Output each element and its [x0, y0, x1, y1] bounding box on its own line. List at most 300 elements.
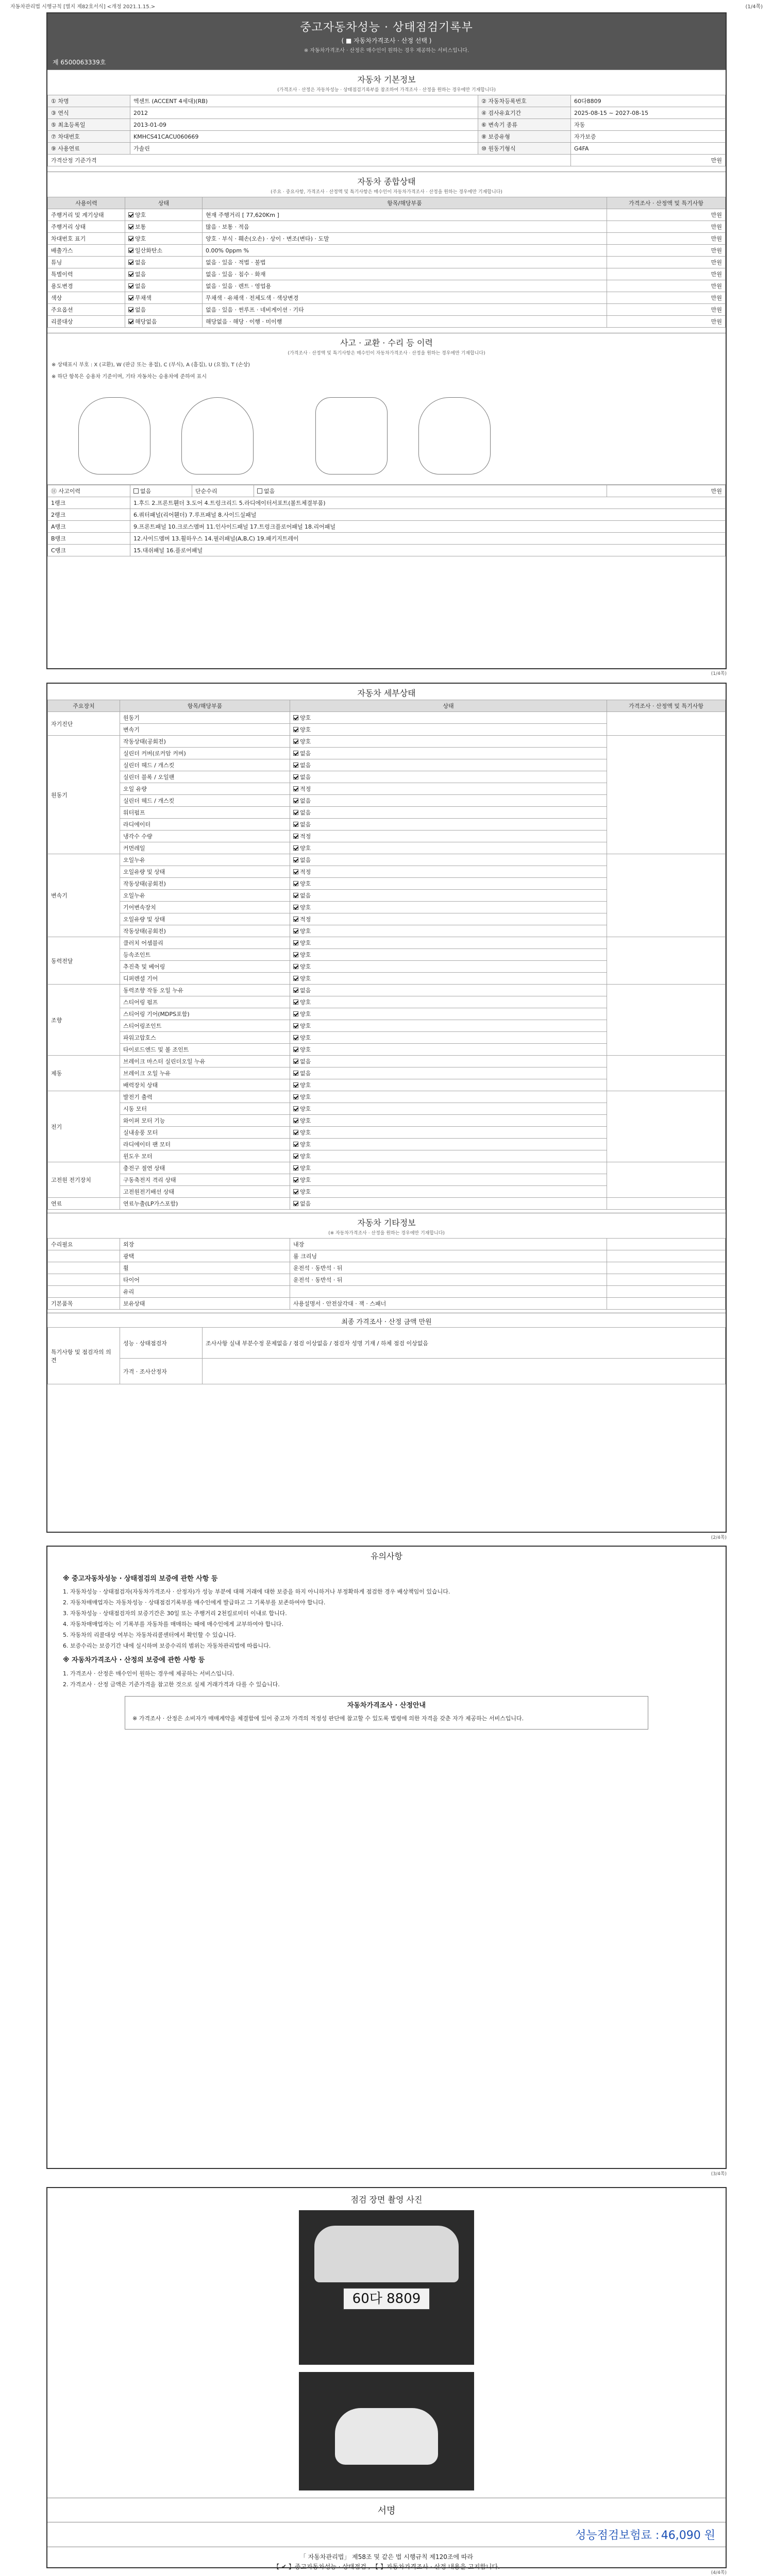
detail-state: 양호 [300, 928, 311, 935]
checkbox-checked-icon [293, 988, 298, 993]
overall-state: 없음 [135, 271, 146, 278]
basic-value: 60다8809 [571, 95, 726, 107]
checkbox-checked-icon [133, 488, 139, 494]
etc-row [48, 1274, 726, 1286]
accident-history-value: 없음 [140, 488, 152, 495]
detail-item: 충전구 절연 상태 [120, 1162, 290, 1174]
etc-item-a: 외장 [120, 1239, 290, 1250]
top-bar [0, 0, 773, 11]
overall-item: 차대번호 표기 [48, 233, 125, 245]
price-basis-label: 가격산정 기준가격 [48, 155, 571, 166]
detail-state-cell [290, 1198, 607, 1210]
detail-group: 조향 [48, 985, 120, 1056]
detail-price [607, 985, 726, 1056]
final-price-label: 최종 가격조사 · 산정 금액 [341, 1318, 417, 1326]
detail-state: 양호 [300, 880, 311, 887]
overall-price: 만원 [607, 209, 726, 221]
appraiser-label: 가격 · 조사산정자 [120, 1359, 203, 1384]
final-price-amount: 만원 [418, 1318, 432, 1326]
detail-row [48, 1056, 726, 1067]
overall-row [48, 280, 726, 292]
sheet-page-4 [46, 2187, 727, 2571]
detail-state-cell [290, 748, 607, 759]
photos-title: 점검 장면 촬영 사진 [350, 2195, 423, 2205]
notes-body [47, 1563, 726, 1743]
car-diagram [47, 382, 726, 485]
detail-state: 양호 [300, 1082, 311, 1089]
price-guide-text: ※ 가격조사 · 산정은 소비자가 매매계약을 체결함에 있어 중고차 가격의 적정성 판단에 참고할 수 있도록 법령에 의한 자격을 갖춘 자가 제공하는 서비스입니다. [132, 1715, 524, 1722]
notes-heading-price: ※ 자동차가격조사 · 산정의 보증에 관한 사항 등 [63, 1656, 205, 1665]
etc-note: (※ 자동차가격조사 · 산정을 원하는 경우에만 기재합니다) [328, 1231, 445, 1236]
detail-state-cell [290, 1044, 607, 1056]
overall-row [48, 304, 726, 316]
overall-detail: 없음 · 있음 · 렌트 · 영업용 [203, 280, 607, 292]
detail-item: 동력조향 작동 오일 누유 [120, 985, 290, 996]
etc-price [607, 1274, 726, 1286]
repair-value: 없음 [264, 488, 275, 495]
detail-state-cell [290, 1056, 607, 1067]
checkbox-checked-icon [293, 1059, 298, 1064]
detail-group: 연료 [48, 1198, 120, 1210]
insurance-fee-row [47, 2522, 726, 2547]
detail-item: 클러치 어셈블리 [120, 937, 290, 949]
checkbox-checked-icon [293, 1118, 298, 1123]
accident-legend-2: ※ 하단 항목은 승용차 기준이며, 기타 자동차는 승용차에 준하여 표시 [52, 374, 207, 380]
checkbox-checked-icon [293, 940, 298, 945]
rank-label: B랭크 [48, 533, 130, 545]
overall-item: 색상 [48, 292, 125, 304]
notes-heading-warranty: ※ 중고자동차성능 · 상태점검의 보증에 관한 사항 등 [63, 1575, 218, 1583]
car-top-view [181, 397, 254, 474]
checkbox-checked-icon [293, 798, 298, 803]
overall-row [48, 257, 726, 268]
overall-header-item: 항목/해당부품 [203, 197, 607, 209]
inspector-remarks: 조사사항 실내 부분수정 문제없음 / 점검 이상없음 / 점검자 성명 기재 / 하체 점검 이상없음 [203, 1328, 726, 1359]
signature-title: 서명 [47, 2498, 726, 2522]
checkbox-checked-icon [293, 1154, 298, 1159]
rank-parts: 12.사이드멤버 13.휠하우스 14.필러패널(A,B,C) 19.패키지트레이 [130, 533, 726, 545]
page-number-1: (1/4쪽) [711, 671, 727, 676]
overall-item: 튜닝 [48, 257, 125, 268]
detail-state-cell [290, 1067, 607, 1079]
overall-state-cell [125, 245, 203, 257]
rank-parts: 6.쿼터패널(리어휀더) 7.루프패널 8.사이드실패널 [130, 509, 726, 521]
checkbox-checked-icon [293, 751, 298, 756]
detail-state: 적정 [300, 786, 311, 792]
detail-state-cell [290, 913, 607, 925]
detail-item: 작동상태(공회전) [120, 925, 290, 937]
detail-item: 실린더 블록 / 오일팬 [120, 771, 290, 783]
detail-item: 추진축 및 베어링 [120, 961, 290, 973]
detail-group: 원동기 [48, 736, 120, 854]
detail-table [47, 700, 726, 1210]
detail-state: 없음 [300, 1200, 311, 1207]
sheet-page-2 [46, 683, 727, 1533]
detail-item: 워터펌프 [120, 807, 290, 819]
detail-state: 양호 [300, 975, 311, 982]
accident-note: (가격조사 · 산정액 및 특기사항은 매수인이 자동차가격조사 · 산정을 원하는 경우에만 기재합니다) [288, 351, 485, 356]
overall-state: 없음 [135, 307, 146, 313]
etc-price [607, 1239, 726, 1250]
etc-item-b: 운전석 · 동반석 · 뒤 [290, 1274, 607, 1286]
checkbox-checked-icon [257, 488, 262, 494]
rear-inspection-photo [299, 2372, 474, 2490]
detail-row [48, 854, 726, 866]
detail-state: 양호 [300, 1153, 311, 1160]
checkbox-checked-icon [293, 1130, 298, 1135]
detail-state-cell [290, 890, 607, 902]
checkbox-checked-icon [293, 834, 298, 839]
overall-state-cell [125, 280, 203, 292]
car-rear-view [418, 397, 491, 474]
detail-item: 시동 모터 [120, 1103, 290, 1115]
front-inspection-photo [299, 2210, 474, 2365]
detail-state: 없음 [300, 987, 311, 994]
etc-group [48, 1262, 120, 1274]
rank-label: C랭크 [48, 545, 130, 556]
detail-item: 브레이크 마스터 실린더오일 누유 [120, 1056, 290, 1067]
detail-state: 양호 [300, 738, 311, 745]
checkbox-checked-icon [293, 999, 298, 1005]
detail-item: 실내송풍 모터 [120, 1127, 290, 1139]
rank-row [48, 545, 726, 556]
overall-state-cell [125, 233, 203, 245]
checkbox-checked-icon [293, 952, 298, 957]
detail-state: 양호 [300, 904, 311, 911]
checkbox-checked-icon [293, 1094, 298, 1099]
license-plate: 60다 8809 [343, 2287, 430, 2310]
notes-paragraph: 3. 자동차성능 · 상태점검자의 보증기간은 30일 또는 주행거리 2천킬로미터 이내로 합니다. [63, 1610, 287, 1617]
overall-state: 없음 [135, 259, 146, 266]
detail-state-cell [290, 1079, 607, 1091]
detail-state-cell [290, 878, 607, 890]
detail-state: 양호 [300, 845, 311, 852]
detail-state: 양호 [300, 1046, 311, 1053]
detail-state-cell [290, 1162, 607, 1174]
form-banner [47, 13, 726, 57]
checkbox-checked-icon [293, 917, 298, 922]
overall-row [48, 268, 726, 280]
detail-state-cell [290, 925, 607, 937]
detail-group: 동력전달 [48, 937, 120, 985]
overall-state: 일산화탄소 [135, 247, 163, 254]
detail-state-cell [290, 985, 607, 996]
rank-label: 1랭크 [48, 497, 130, 509]
detail-state: 없음 [300, 798, 311, 804]
detail-state-cell [290, 1150, 607, 1162]
checkbox-checked-icon [293, 810, 298, 815]
detail-state: 양호 [300, 1011, 311, 1018]
basic-info-table [47, 95, 726, 166]
form-note: ※ 자동차가격조사 · 산정은 매수인이 원하는 경우 제공하는 서비스입니다. [304, 48, 469, 54]
detail-state-cell [290, 819, 607, 831]
notes-paragraph: 1. 가격조사 · 산정은 매수인이 원하는 경우에 제공하는 서비스입니다. [63, 1670, 234, 1677]
detail-item: 커먼레일 [120, 842, 290, 854]
etc-row [48, 1250, 726, 1262]
overall-item: 주행거리 상태 [48, 221, 125, 233]
detail-item: 실린더 헤드 / 개스킷 [120, 795, 290, 807]
notes-paragraph: 1. 자동차성능 · 상태점검자(자동차가격조사 · 산정자)가 성능 부분에 대해 거래에 대한 보증을 하지 아니하거나 부정확하게 점검한 경우 배상책임이 있습니다. [63, 1588, 450, 1596]
detail-group: 제동 [48, 1056, 120, 1091]
detail-state: 양호 [300, 952, 311, 958]
overall-price: 만원 [607, 268, 726, 280]
overall-price: 만원 [607, 233, 726, 245]
etc-item-b: 사용설명서 · 안전삼각대 · 잭 · 스패너 [290, 1298, 607, 1310]
checkbox-checked-icon [293, 1071, 298, 1076]
overall-state-cell [125, 316, 203, 328]
basic-label: ⑦ 차대번호 [48, 131, 130, 143]
detail-state: 양호 [300, 1141, 311, 1148]
detail-price [607, 712, 726, 736]
basic-value: G4FA [571, 143, 726, 155]
checkbox-checked-icon [293, 1201, 298, 1206]
detail-state: 없음 [300, 1070, 311, 1077]
detail-item: 원동기 [120, 712, 290, 724]
detail-item: 라디에이터 팬 모터 [120, 1139, 290, 1150]
detail-item: 스티어링조인트 [120, 1020, 290, 1032]
overall-item: 리콜대상 [48, 316, 125, 328]
detail-price [607, 1056, 726, 1091]
etc-row [48, 1262, 726, 1274]
checkbox-checked-icon [293, 1177, 298, 1182]
detail-row [48, 1162, 726, 1174]
overall-price: 만원 [607, 316, 726, 328]
detail-state: 없음 [300, 762, 311, 769]
checkbox-checked-icon [293, 1106, 298, 1111]
detail-row [48, 937, 726, 949]
detail-item: 스티어링 펌프 [120, 996, 290, 1008]
basic-label: ⑥ 변속기 종류 [478, 119, 571, 131]
detail-state: 양호 [300, 726, 311, 733]
form-subtitle: ( ■ 자동차가격조사 · 산정 선택 ) [341, 37, 432, 44]
etc-price [607, 1250, 726, 1262]
overall-row [48, 245, 726, 257]
overall-price: 만원 [607, 304, 726, 316]
checkbox-checked-icon [128, 295, 133, 300]
etc-item-a: 보유상태 [120, 1298, 290, 1310]
detail-state: 양호 [300, 1035, 311, 1041]
detail-state: 양호 [300, 1189, 311, 1195]
overall-row [48, 233, 726, 245]
checkbox-checked-icon [128, 236, 133, 241]
price-guide-title: 자동차가격조사 · 산정안내 [347, 1701, 426, 1709]
detail-state-cell [290, 842, 607, 854]
detail-state-cell [290, 712, 607, 724]
overall-header-state: 상태 [125, 197, 203, 209]
checkbox-checked-icon [293, 905, 298, 910]
etc-row [48, 1239, 726, 1250]
checkbox-checked-icon [293, 774, 298, 779]
detail-state: 양호 [300, 1129, 311, 1136]
detail-state-cell [290, 973, 607, 985]
detail-item: 오일유량 및 상태 [120, 866, 290, 878]
detail-item: 오일누유 [120, 890, 290, 902]
detail-item: 스티어링 기어(MDPS포함) [120, 1008, 290, 1020]
basic-info-row [48, 107, 726, 119]
etc-title: 자동차 기타정보 [47, 1213, 726, 1229]
basic-value: 2012 [130, 107, 478, 119]
detail-state-cell [290, 831, 607, 842]
overall-state: 무채색 [135, 295, 152, 301]
overall-price: 만원 [607, 221, 726, 233]
legal-footer-line-1: 「 자동차관리법」 제58조 및 같은 법 시행규칙 제120조에 따라 [299, 2553, 474, 2561]
detail-state: 양호 [300, 1094, 311, 1100]
detail-row [48, 985, 726, 996]
etc-item-a: 유리 [120, 1286, 290, 1298]
detail-state: 없음 [300, 821, 311, 828]
detail-row [48, 1091, 726, 1103]
overall-state-cell [125, 209, 203, 221]
basic-label: ③ 연식 [48, 107, 130, 119]
etc-group: 수리필요 [48, 1239, 120, 1250]
detail-state-cell [290, 854, 607, 866]
etc-group [48, 1286, 120, 1298]
checkbox-checked-icon [293, 715, 298, 720]
detail-header-price: 가격조사 · 산정액 및 특기사항 [607, 700, 726, 712]
overall-item: 배출가스 [48, 245, 125, 257]
document-number: 제 6500063339호 [47, 57, 726, 70]
detail-item: 발전기 출력 [120, 1091, 290, 1103]
accident-history-label: ⑪ 사고이력 [48, 485, 130, 497]
detail-item: 배력장치 상태 [120, 1079, 290, 1091]
overall-header-price: 가격조사 · 산정액 및 특기사항 [607, 197, 726, 209]
detail-state-cell [290, 1103, 607, 1115]
car-front-view [78, 397, 150, 474]
car-hood [314, 2226, 459, 2282]
detail-state: 양호 [300, 1177, 311, 1183]
basic-info-row [48, 143, 726, 155]
legal-footer-line-2: 【 ✔ 】중고자동차성능 · 상태점검 , 【 】자동차가격조사 · 산정 내용을 고지합니다. [273, 2563, 500, 2571]
basic-value: KMHCS41CACU060669 [130, 131, 478, 143]
detail-state-cell [290, 1091, 607, 1103]
detail-state-cell [290, 1008, 607, 1020]
basic-value: 자가보증 [571, 131, 726, 143]
detail-state-cell [290, 1115, 607, 1127]
detail-item: 작동상태(공회전) [120, 878, 290, 890]
page-number-3: (3/4쪽) [711, 2172, 727, 2177]
detail-state-cell [290, 759, 607, 771]
etc-table [47, 1238, 726, 1310]
etc-item-a: 휠 [120, 1262, 290, 1274]
detail-item: 윈도우 모터 [120, 1150, 290, 1162]
page-number-2: (2/4쪽) [711, 1535, 727, 1540]
accident-table [47, 485, 726, 556]
notes-title: 유의사항 [371, 1551, 402, 1561]
overall-item: 주요옵션 [48, 304, 125, 316]
overall-detail: 없음 · 있음 · 썬루프 · 네비게이션 · 기타 [203, 304, 607, 316]
rank-parts: 9.프론트패널 10.크로스멤버 11.인사이드패널 17.트렁크플로어패널 18.리어패널 [130, 521, 726, 533]
checkbox-checked-icon [293, 1142, 298, 1147]
detail-header-device: 주요장치 [48, 700, 120, 712]
detail-state: 양호 [300, 940, 311, 946]
checkbox-checked-icon [293, 1011, 298, 1016]
overall-price: 만원 [607, 292, 726, 304]
detail-item: 라디에이터 [120, 819, 290, 831]
etc-group: 기본품목 [48, 1298, 120, 1310]
detail-state-cell [290, 724, 607, 736]
overall-item: 용도변경 [48, 280, 125, 292]
form-reference: 자동차관리법 시행규칙 [별지 제82호서식] <개정 2021.1.15.> [10, 4, 156, 10]
detail-state-cell [290, 807, 607, 819]
checkbox-checked-icon [293, 727, 298, 732]
insurance-fee-label: 성능점검보험료 : [575, 2529, 660, 2542]
detail-item: 기어변속장치 [120, 902, 290, 913]
detail-title: 자동차 세부상태 [357, 688, 416, 698]
detail-price [607, 1091, 726, 1162]
checkbox-checked-icon [293, 857, 298, 862]
etc-group [48, 1250, 120, 1262]
detail-item: 변속기 [120, 724, 290, 736]
detail-price [607, 854, 726, 937]
basic-info-title: 자동차 기본정보 [47, 70, 726, 86]
detail-state-cell [290, 1020, 607, 1032]
detail-state: 없음 [300, 809, 311, 816]
basic-info-note: (가격조사 · 산정은 자동차성능 · 상태점검기록부를 참조하여 가격조사 · 산정을 원하는 경우에만 기재합니다) [277, 88, 496, 93]
etc-item-b [290, 1286, 607, 1298]
detail-state-cell [290, 996, 607, 1008]
detail-state: 적정 [300, 833, 311, 840]
overall-state-cell [125, 257, 203, 268]
overall-state: 양호 [135, 212, 146, 218]
detail-state-cell [290, 795, 607, 807]
detail-header-item: 항목/해당부품 [120, 700, 290, 712]
etc-row [48, 1298, 726, 1310]
checkbox-checked-icon [293, 739, 298, 744]
etc-item-b: 운전석 · 동반석 · 뒤 [290, 1262, 607, 1274]
detail-state: 없음 [300, 857, 311, 863]
basic-value: 가솔린 [130, 143, 478, 155]
accident-title: 사고 · 교환 · 수리 등 이력 [47, 333, 726, 349]
checkbox-checked-icon [293, 1047, 298, 1052]
detail-state: 양호 [300, 963, 311, 970]
rank-row [48, 533, 726, 545]
notes-paragraph: 6. 보증수리는 보증기간 내에 실시하며 보증수리의 범위는 자동차관리법에 따릅니다. [63, 1642, 271, 1650]
detail-item: 등속조인트 [120, 949, 290, 961]
car-body [335, 2408, 438, 2465]
etc-price [607, 1262, 726, 1274]
checkbox-checked-icon [128, 272, 133, 277]
notes-paragraph: 2. 가격조사 · 산정 금액은 기준가격을 참고한 것으로 실제 거래가격과 다를 수 있습니다. [63, 1681, 280, 1688]
checkbox-checked-icon [293, 786, 298, 791]
price-guide-box [125, 1696, 648, 1730]
etc-item-b: 내장 [290, 1239, 607, 1250]
overall-price: 만원 [607, 257, 726, 268]
etc-row [48, 1286, 726, 1298]
detail-state-cell [290, 866, 607, 878]
checkbox-checked-icon [128, 283, 133, 289]
rank-label: A랭크 [48, 521, 130, 533]
detail-price [607, 1162, 726, 1198]
detail-group: 전기 [48, 1091, 120, 1162]
remarks-label: 특기사항 및 점검자의 의견 [48, 1328, 120, 1384]
basic-value: 자동 [571, 119, 726, 131]
basic-info-row [48, 95, 726, 107]
basic-label: ① 차명 [48, 95, 130, 107]
etc-price [607, 1286, 726, 1298]
checkbox-checked-icon [293, 881, 298, 886]
detail-state: 양호 [300, 715, 311, 721]
overall-state-cell [125, 221, 203, 233]
detail-item: 실린더 헤드 / 개스킷 [120, 759, 290, 771]
overall-state-cell [125, 268, 203, 280]
etc-item-a: 타이어 [120, 1274, 290, 1286]
basic-value: 엑센트 (ACCENT 4세대)(RB) [130, 95, 478, 107]
checkbox-checked-icon [293, 1189, 298, 1194]
checkbox-checked-icon [128, 260, 133, 265]
detail-item: 연료누출(LP가스포함) [120, 1198, 290, 1210]
detail-state: 적정 [300, 916, 311, 923]
checkbox-checked-icon [128, 319, 133, 324]
